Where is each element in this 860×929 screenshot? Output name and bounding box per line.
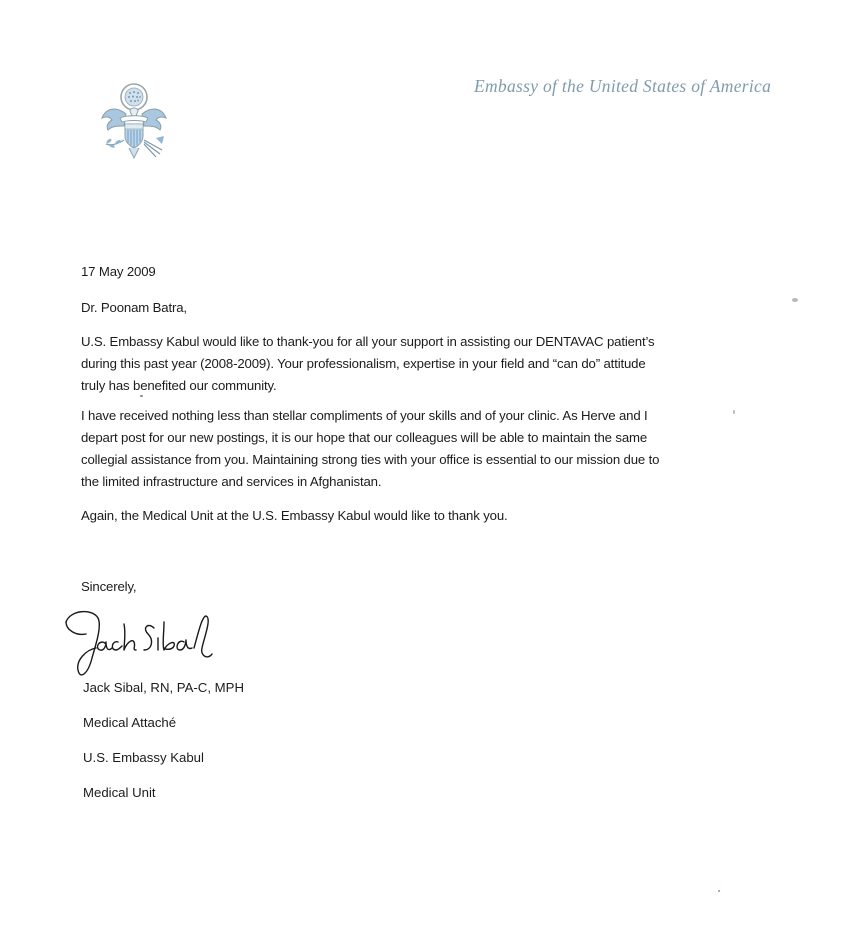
paragraph-1 — [81, 331, 654, 397]
signer-title: Medical Attaché — [83, 715, 177, 730]
scan-speck — [733, 410, 735, 414]
handwritten-signature-icon — [62, 604, 222, 684]
signer-name: Jack Sibal, RN, PA-C, MPH — [83, 680, 244, 695]
paragraph-line: the limited infrastructure and services in Afghanistan. — [81, 474, 382, 489]
paragraph-line: during this past year (2008-2009). Your professionalism, expertise in your field and “can do” attitude — [81, 356, 646, 371]
paragraph-line: depart post for our new postings, it is our hope that our colleagues will be able to maintain the same — [81, 430, 648, 445]
scan-speck — [792, 298, 798, 302]
paragraph-line: truly has benefited our community. — [81, 378, 277, 393]
scan-speck — [718, 890, 720, 892]
paragraph-line: collegial assistance from you. Maintaining strong ties with your office is essential to our mission due to — [81, 452, 660, 467]
signer-unit: Medical Unit — [83, 785, 156, 800]
paragraph-line: I have received nothing less than stellar compliments of your skills and of your clinic. As Herve and I — [81, 408, 648, 423]
paragraph-line: Again, the Medical Unit at the U.S. Embassy Kabul would like to thank you. — [81, 508, 508, 523]
letter-date: 17 May 2009 — [81, 264, 156, 279]
paragraph-line: U.S. Embassy Kabul would like to thank-you for all your support in assisting our DENTAVAC patient’s — [81, 334, 655, 349]
us-great-seal-eagle-icon — [96, 80, 172, 160]
signer-organization: U.S. Embassy Kabul — [83, 750, 204, 765]
scan-speck — [140, 395, 143, 397]
letterhead-title: Embassy of the United States of America — [474, 76, 772, 96]
salutation: Dr. Poonam Batra, — [81, 300, 187, 315]
closing: Sincerely, — [81, 579, 137, 594]
paragraph-3 — [81, 505, 508, 527]
paragraph-2 — [81, 405, 659, 493]
